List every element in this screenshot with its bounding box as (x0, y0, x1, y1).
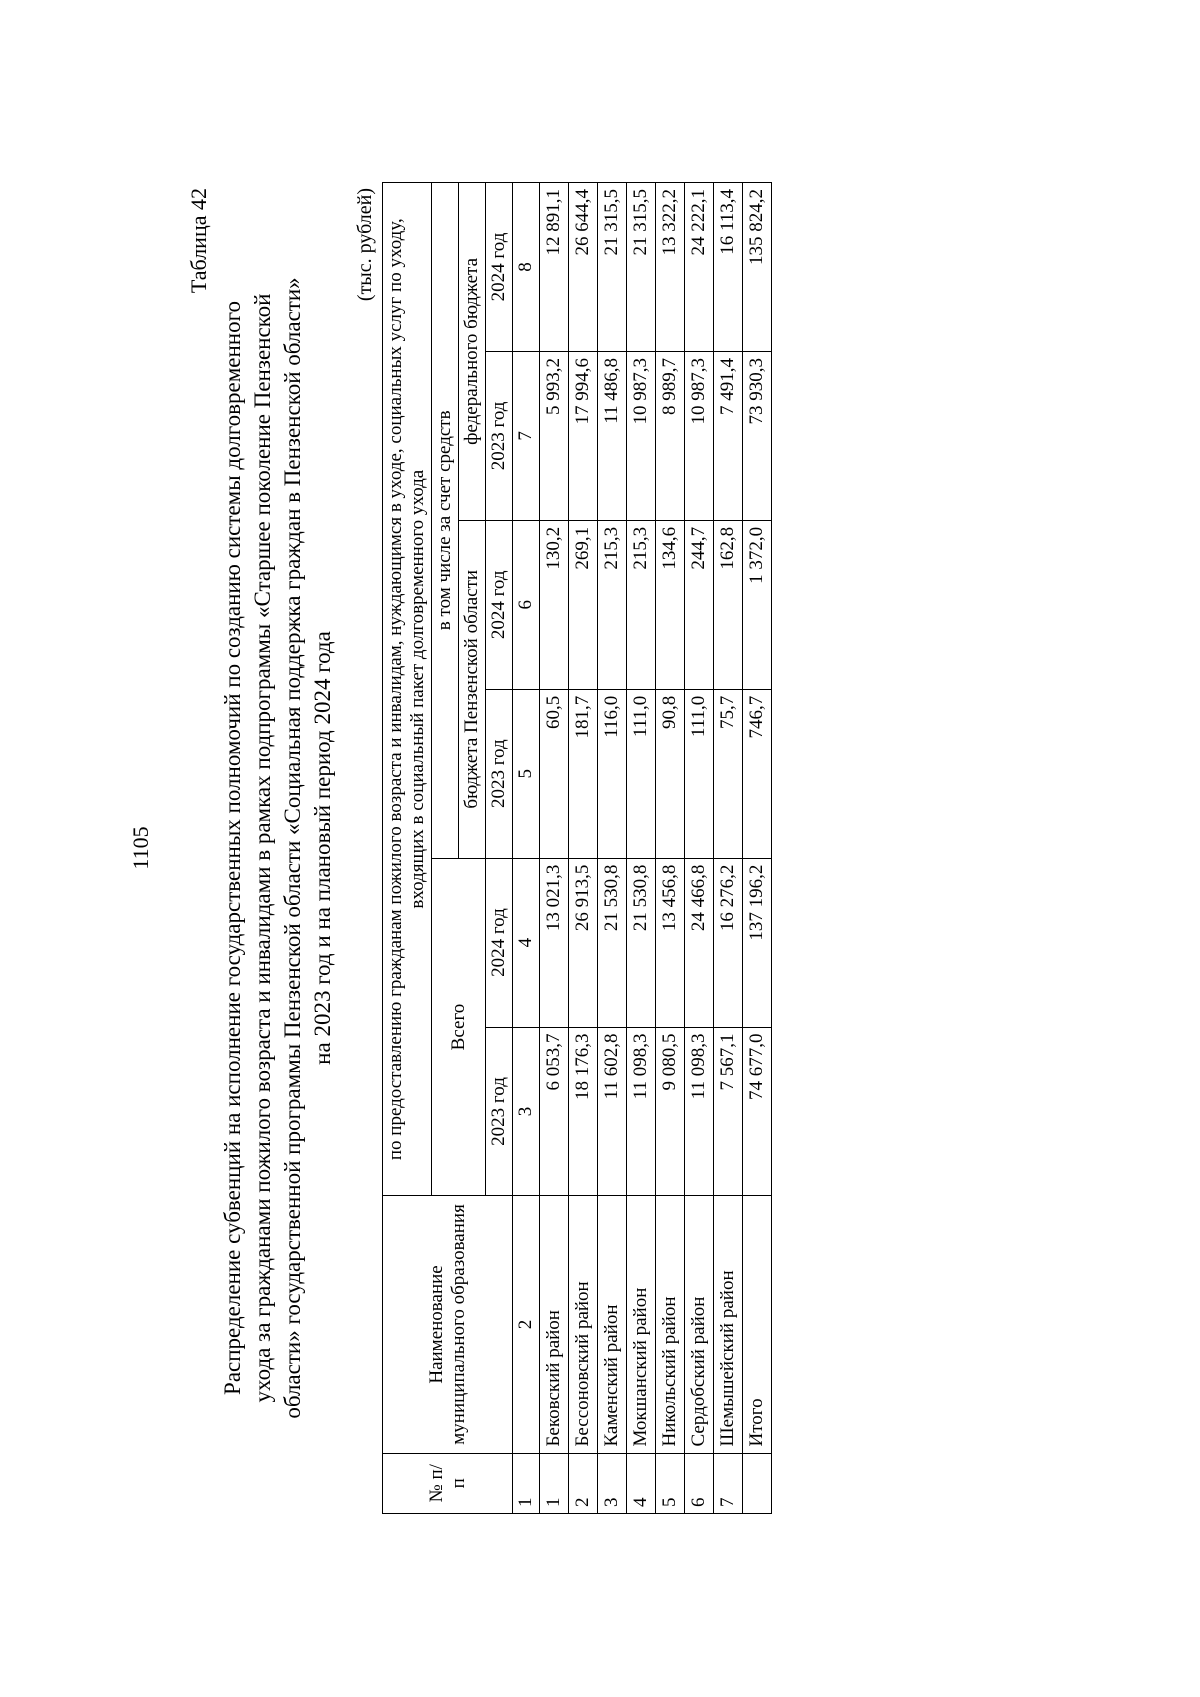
row-number (743, 1453, 772, 1513)
table-title (218, 208, 338, 1488)
value-cell: 269,1 (569, 520, 598, 689)
value-cell: 215,3 (627, 520, 656, 689)
value-cell: 90,8 (656, 689, 685, 858)
row-number: 5 (656, 1453, 685, 1513)
value-cell: 10 987,3 (685, 351, 714, 520)
table-row (656, 183, 685, 1514)
table-row (685, 183, 714, 1514)
total-value-cell: 137 196,2 (743, 858, 772, 1027)
header-group: по предоставлению гражданам пожилого возраста и инвалидам, нуждающимся в уходе, социальных услуг по уходу, входящих в социальный пакет долговременного ухода (383, 183, 432, 1196)
value-cell: 16 276,2 (714, 858, 743, 1027)
value-cell: 11 602,8 (598, 1027, 627, 1196)
municipality-name: Бессоновский район (569, 1196, 598, 1453)
header-year: 2024 год (486, 520, 513, 689)
header-year: 2023 год (486, 1027, 513, 1196)
value-cell: 7 491,4 (714, 351, 743, 520)
column-number: 4 (513, 858, 540, 1027)
municipality-name: Шемышейский район (714, 1196, 743, 1453)
header-regional-budget: бюджета Пензенской области (459, 520, 486, 858)
column-number: 2 (513, 1196, 540, 1453)
row-number: 1 (540, 1453, 569, 1513)
header-num: № п/п (383, 1453, 513, 1513)
value-cell: 21 315,5 (627, 183, 656, 352)
column-number: 3 (513, 1027, 540, 1196)
value-cell: 16 113,4 (714, 183, 743, 352)
row-number: 6 (685, 1453, 714, 1513)
total-value-cell: 746,7 (743, 689, 772, 858)
value-cell: 60,5 (540, 689, 569, 858)
municipality-name: Каменский район (598, 1196, 627, 1453)
title-line: на 2023 год и на плановый период 2024 года (310, 631, 335, 1065)
value-cell: 10 987,3 (627, 351, 656, 520)
value-cell: 24 466,8 (685, 858, 714, 1027)
value-cell: 17 994,6 (569, 351, 598, 520)
value-cell: 5 993,2 (540, 351, 569, 520)
table-row (569, 183, 598, 1514)
value-cell: 134,6 (656, 520, 685, 689)
value-cell: 6 053,7 (540, 1027, 569, 1196)
value-cell: 130,2 (540, 520, 569, 689)
table-row (627, 183, 656, 1514)
header-year: 2024 год (486, 183, 513, 352)
municipality-name: Никольский район (656, 1196, 685, 1453)
value-cell: 111,0 (685, 689, 714, 858)
municipality-name: Сердобский район (685, 1196, 714, 1453)
header-name: Наименование муниципального образования (383, 1196, 513, 1453)
title-line: ухода за гражданами пожилого возраста и инвалидами в рамках подпрограммы «Старшее поколение Пензенской (250, 293, 275, 1403)
municipality-name: Бековский район (540, 1196, 569, 1453)
header-year: 2023 год (486, 689, 513, 858)
total-value-cell: 1 372,0 (743, 520, 772, 689)
column-number: 8 (513, 183, 540, 352)
value-cell: 181,7 (569, 689, 598, 858)
value-cell: 244,7 (685, 520, 714, 689)
value-cell: 24 222,1 (685, 183, 714, 352)
value-cell: 26 913,5 (569, 858, 598, 1027)
column-number: 5 (513, 689, 540, 858)
table-row (540, 183, 569, 1514)
table-row (714, 183, 743, 1514)
value-cell: 11 098,3 (685, 1027, 714, 1196)
title-line: Распределение субвенций на исполнение государственных полномочий по созданию системы долговременного (220, 301, 245, 1395)
table-row (598, 183, 627, 1514)
column-number: 7 (513, 351, 540, 520)
column-number: 6 (513, 520, 540, 689)
header-year: 2023 год (486, 351, 513, 520)
value-cell: 215,3 (598, 520, 627, 689)
value-cell: 116,0 (598, 689, 627, 858)
value-cell: 162,8 (714, 520, 743, 689)
value-cell: 21 530,8 (598, 858, 627, 1027)
column-number-row (513, 183, 540, 1514)
header-year: 2024 год (486, 858, 513, 1027)
page-number: 1105 (128, 826, 153, 870)
value-cell: 111,0 (627, 689, 656, 858)
total-value-cell: 73 930,3 (743, 351, 772, 520)
value-cell: 18 176,3 (569, 1027, 598, 1196)
value-cell: 9 080,5 (656, 1027, 685, 1196)
table-label: Таблица 42 (186, 188, 211, 294)
value-cell: 26 644,4 (569, 183, 598, 352)
total-value-cell: 135 824,2 (743, 183, 772, 352)
value-cell: 13 456,8 (656, 858, 685, 1027)
value-cell: 8 989,7 (656, 351, 685, 520)
header-including: в том числе за счет средств (432, 183, 459, 859)
rotated-content (100, 148, 1100, 1548)
row-number: 3 (598, 1453, 627, 1513)
column-number: 1 (513, 1453, 540, 1513)
units-note: (тыс. рублей) (354, 188, 376, 302)
total-label: Итого (743, 1196, 772, 1453)
municipality-name: Мокшанский район (627, 1196, 656, 1453)
value-cell: 12 891,1 (540, 183, 569, 352)
row-number: 4 (627, 1453, 656, 1513)
value-cell: 13 322,2 (656, 183, 685, 352)
subvention-table (382, 182, 772, 1514)
value-cell: 75,7 (714, 689, 743, 858)
header-federal-budget: федерального бюджета (459, 183, 486, 521)
value-cell: 21 530,8 (627, 858, 656, 1027)
value-cell: 11 486,8 (598, 351, 627, 520)
value-cell: 13 021,3 (540, 858, 569, 1027)
row-number: 2 (569, 1453, 598, 1513)
total-value-cell: 74 677,0 (743, 1027, 772, 1196)
total-row (743, 183, 772, 1514)
value-cell: 7 567,1 (714, 1027, 743, 1196)
header-total: Всего (432, 858, 486, 1196)
value-cell: 11 098,3 (627, 1027, 656, 1196)
title-line: области» государственной программы Пензенской области «Социальная поддержка граждан в Пензенской области» (280, 277, 305, 1419)
row-number: 7 (714, 1453, 743, 1513)
value-cell: 21 315,5 (598, 183, 627, 352)
